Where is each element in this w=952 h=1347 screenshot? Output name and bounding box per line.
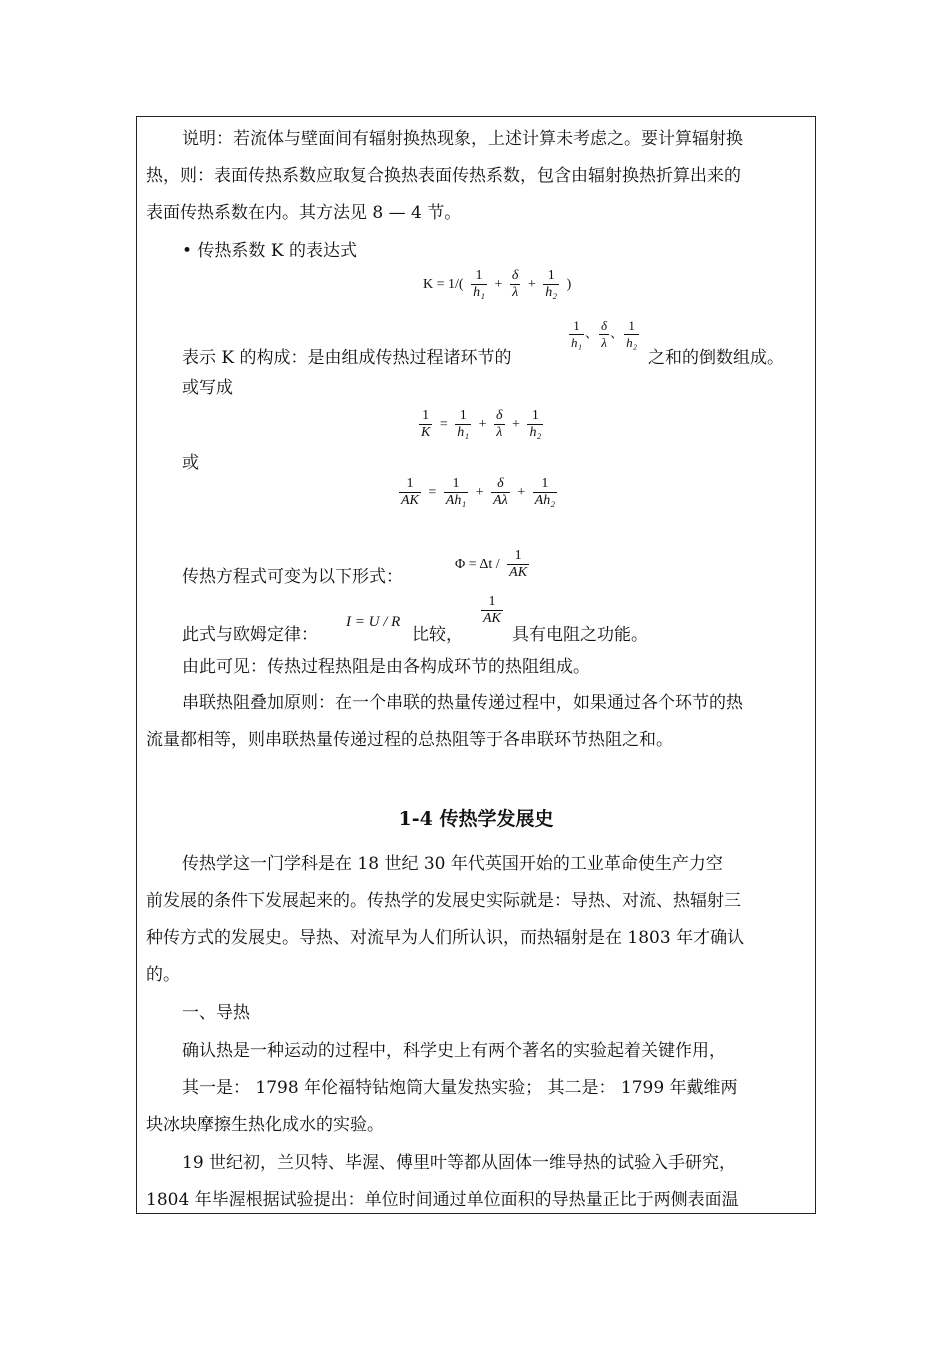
equation-inverse-k: $\frac{1}{K}$ = $\frac{1}{\text{h₁}}$ + $\frac{\delta}{\lambda}$ + $\frac{1}{\text{h₂}}$ <box>421 408 542 440</box>
conclusion-text: 由此可见：传热过程热阻是由各构成环节的热阻组成。 <box>182 657 590 677</box>
history-line-3: 种传方式的发展史。导热、对流早为人们所认识，而热辐射是在 1803 年才确认 <box>146 928 745 948</box>
note-line-2: 热，则：表面传热系数应取复合换热表面传热系数，包含由辐射换热折算出来的 <box>146 166 741 186</box>
heat-equation: Φ = Δt / $\frac{1}{AK}$ <box>455 548 528 580</box>
century-line-2: 1804 年毕渥根据试验提出：单位时间通过单位面积的导热量正比于两侧表面温 <box>146 1190 739 1210</box>
history-line-1: 传热学这一门学科是在 18 世纪 30 年代英国开始的工业革命使生产力空 <box>182 854 723 874</box>
confirm-text: 确认热是一种运动的过程中，科学史上有两个著名的实验起着关键作用， <box>182 1041 726 1061</box>
ohm-compare: 比较， <box>412 625 463 645</box>
equation-k: K = 1/( $\frac{1}{\text{h₁}}$ + $\frac{\delta}{\lambda}$ + $\frac{1}{\text{h₂}}$ ) <box>423 268 572 300</box>
note-line-3: 表面传热系数在内。其方法见 8 — 4 节。 <box>146 203 462 223</box>
series-line-1: 串联热阻叠加原则：在一个串联的热量传递过程中，如果通过各个环节的热 <box>182 693 743 713</box>
series-line-2: 流量都相等，则串联热量传递过程的总热阻等于各串联环节热阻之和。 <box>146 730 673 750</box>
history-line-2: 前发展的条件下发展起来的。传热学的发展史实际就是：导热、对流、热辐射三 <box>146 891 741 911</box>
or-text: 或 <box>182 453 199 473</box>
subsection-conduction: 一、导热 <box>182 1003 250 1023</box>
experiments-line-1: 其一是： 1798 年伦福特钻炮筒大量发热实验； 其二是： 1799 年戴维两 <box>182 1078 738 1098</box>
ohm-prefix: 此式与欧姆定律： <box>182 625 318 645</box>
composition-prefix: 表示 K 的构成：是由组成传热过程诸环节的 <box>182 348 512 368</box>
heat-eq-text: 传热方程式可变为以下形式： <box>182 567 403 587</box>
bullet-heading: • 传热系数 K 的表达式 <box>182 241 357 261</box>
resistance-fraction: $\frac{1}{AK}$ <box>483 594 501 626</box>
century-line-1: 19 世纪初，兰贝特、毕渥、傅里叶等都从固体一维导热的试验入手研究， <box>182 1153 737 1173</box>
experiments-line-2: 块冰块摩擦生热化成水的实验。 <box>146 1115 384 1135</box>
note-line-1: 说明：若流体与壁面间有辐射换热现象，上述计算未考虑之。要计算辐射换 <box>182 129 743 149</box>
composition-fractions: $\frac{1}{\text{h₁}}$ 、 $\frac{\delta}{\lambda}$ 、 $\frac{1}{\text{h₂}}$ <box>571 318 638 350</box>
ohm-suffix: 具有电阻之功能。 <box>512 625 648 645</box>
or-write-text: 或写成 <box>182 378 233 398</box>
equation-inverse-ak: $\frac{1}{AK}$ = $\frac{1}{\text{Ah₁}}$ + $\frac{\delta}{A\lambda}$ + $\frac{1}{\text{Ah₂}}$ <box>401 476 556 508</box>
history-line-4: 的。 <box>146 965 180 985</box>
ohm-law: I = U / R <box>346 614 401 630</box>
composition-suffix: 之和的倒数组成。 <box>648 348 784 368</box>
section-heading: 1-4 传热学发展史 <box>398 808 554 830</box>
